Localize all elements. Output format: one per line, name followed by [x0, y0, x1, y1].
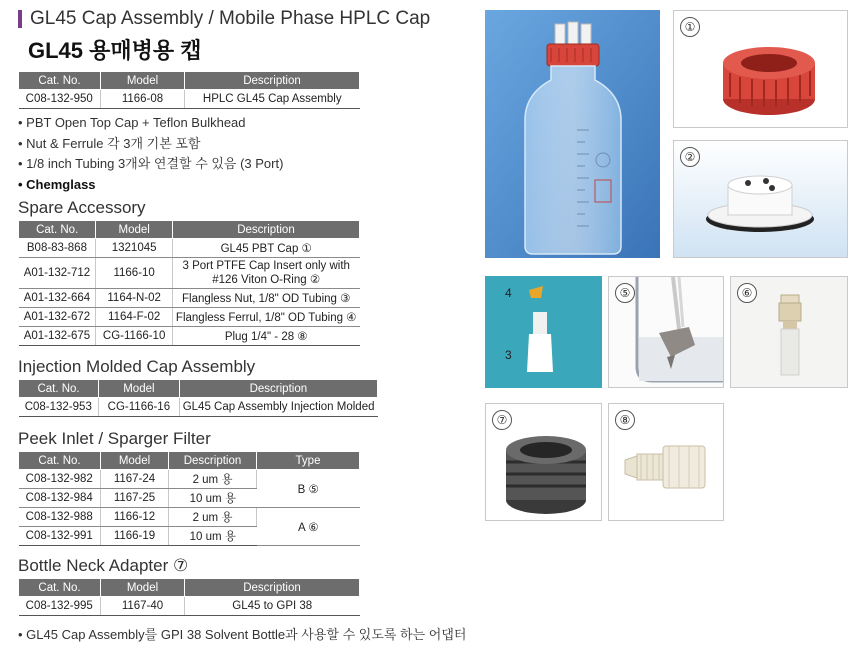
- col-cat-no: Cat. No.: [19, 72, 101, 90]
- description-cell: GL45 Cap Assembly Injection Molded: [179, 398, 377, 417]
- list-item: • 1/8 inch Tubing 3개와 연결할 수 있음 (3 Port): [18, 156, 284, 171]
- section-title-peek: Peek Inlet / Sparger Filter: [18, 429, 211, 448]
- brand-item: • Chemglass: [18, 176, 96, 192]
- section-title-spare: Spare Accessory: [18, 198, 146, 217]
- cat-no-cell: C08-132-991: [19, 527, 101, 546]
- photo-sparger-filter-b: [608, 276, 724, 388]
- page-title: GL45 Cap Assembly / Mobile Phase HPLC Cap: [30, 8, 431, 29]
- col-description: Description: [179, 380, 377, 398]
- model-cell: 1166-08: [101, 90, 185, 109]
- model-cell: 1321045: [96, 239, 173, 258]
- cat-no-cell: A01-132-712: [19, 258, 96, 289]
- cat-no-cell: A01-132-675: [19, 327, 96, 346]
- model-cell: CG-1166-16: [99, 398, 180, 417]
- table-row: [19, 508, 360, 527]
- model-cell: 1167-40: [101, 597, 185, 616]
- description-cell: Flangless Ferrul, 1/8" OD Tubing ④: [172, 308, 359, 327]
- photo-number-badge: ⑤: [615, 283, 635, 303]
- table-row: [19, 470, 360, 489]
- spare-accessory-table: [18, 220, 360, 346]
- photo-plug: [608, 403, 724, 521]
- col-cat-no: Cat. No.: [19, 380, 99, 398]
- page-title-korean: GL45 용매병용 캡: [28, 38, 202, 63]
- cat-no-cell: C08-132-988: [19, 508, 101, 527]
- section-title-adapter: Bottle Neck Adapter ⑦: [18, 556, 189, 575]
- list-item: • Nut & Ferrule 각 3개 기본 포함: [18, 135, 201, 151]
- description-cell: Flangless Nut, 1/8" OD Tubing ③: [172, 289, 359, 308]
- model-cell: 1167-24: [101, 470, 169, 489]
- table-row: [19, 239, 360, 258]
- col-description: Description: [172, 221, 359, 239]
- col-cat-no: Cat. No.: [19, 452, 101, 470]
- model-cell: CG-1166-10: [96, 327, 173, 346]
- description-cell: 2 um 용: [169, 470, 257, 489]
- footnote: • GL45 Cap Assembly를 GPI 38 Solvent Bottle과 사용할 수 있도록 하는 어댑터: [18, 627, 467, 642]
- model-cell: 1166-19: [101, 527, 169, 546]
- description-cell: GL45 to GPI 38: [185, 597, 360, 616]
- cat-no-cell: C08-132-984: [19, 489, 101, 508]
- table-row: [19, 90, 360, 109]
- cat-no-cell: A01-132-664: [19, 289, 96, 308]
- description-cell: 3 Port PTFE Cap Insert only with #126 Viton O-Ring ②: [172, 258, 359, 289]
- bottle-neck-adapter-table: [18, 578, 360, 616]
- photo-gl45-pbt-cap: [673, 10, 848, 128]
- title-accent-bar: [18, 10, 22, 28]
- col-model: Model: [101, 72, 185, 90]
- col-model: Model: [101, 452, 169, 470]
- list-item: • PBT Open Top Cap + Teflon Bulkhead: [18, 115, 246, 130]
- col-model: Model: [101, 579, 185, 597]
- description-cell: 2 um 용: [169, 508, 257, 527]
- table-row: [19, 597, 360, 616]
- col-cat-no: Cat. No.: [19, 221, 96, 239]
- type-cell: B ⑤: [257, 470, 360, 508]
- peek-filter-table: [18, 451, 360, 546]
- description-cell: Plug 1/4" - 28 ⑧: [172, 327, 359, 346]
- photo-bottle-neck-adapter: [485, 403, 602, 521]
- injection-molded-table: [18, 379, 378, 417]
- model-cell: 1166-10: [96, 258, 173, 289]
- cat-no-cell: C08-132-982: [19, 470, 101, 489]
- cat-no-cell: C08-132-950: [19, 90, 101, 109]
- photo-sparger-filter-a: [730, 276, 848, 388]
- description-cell: 10 um 용: [169, 527, 257, 546]
- col-description: Description: [185, 72, 360, 90]
- photo-number-badge: ⑧: [615, 410, 635, 430]
- model-cell: 1167-25: [101, 489, 169, 508]
- bottle-photo: [485, 10, 660, 258]
- section-title-injection: Injection Molded Cap Assembly: [18, 357, 256, 376]
- table-row: [19, 308, 360, 327]
- col-cat-no: Cat. No.: [19, 579, 101, 597]
- table-row: [19, 258, 360, 289]
- model-cell: 1166-12: [101, 508, 169, 527]
- description-cell: 10 um 용: [169, 489, 257, 508]
- photo-number-badge: ⑦: [492, 410, 512, 430]
- col-type: Type: [257, 452, 360, 470]
- feature-list: [18, 113, 283, 195]
- photo-ptfe-cap-insert: [673, 140, 848, 258]
- cat-no-cell: C08-132-953: [19, 398, 99, 417]
- cat-no-cell: A01-132-672: [19, 308, 96, 327]
- label-ferrule: 4: [505, 286, 512, 300]
- photo-nut-and-ferrule: [485, 276, 602, 388]
- photo-number-badge: ①: [680, 17, 700, 37]
- col-model: Model: [96, 221, 173, 239]
- photo-number-badge: ②: [680, 147, 700, 167]
- model-cell: 1164-F-02: [96, 308, 173, 327]
- description-cell: HPLC GL45 Cap Assembly: [185, 90, 360, 109]
- model-cell: 1164-N-02: [96, 289, 173, 308]
- table-row: [19, 289, 360, 308]
- cat-no-cell: B08-83-868: [19, 239, 96, 258]
- photo-number-badge: ⑥: [737, 283, 757, 303]
- col-description: Description: [169, 452, 257, 470]
- main-product-table: [18, 71, 360, 109]
- col-description: Description: [185, 579, 360, 597]
- table-row: [19, 398, 378, 417]
- col-model: Model: [99, 380, 180, 398]
- type-cell: A ⑥: [257, 508, 360, 546]
- table-row: [19, 327, 360, 346]
- cat-no-cell: C08-132-995: [19, 597, 101, 616]
- description-cell: GL45 PBT Cap ①: [172, 239, 359, 258]
- label-nut: 3: [505, 348, 512, 362]
